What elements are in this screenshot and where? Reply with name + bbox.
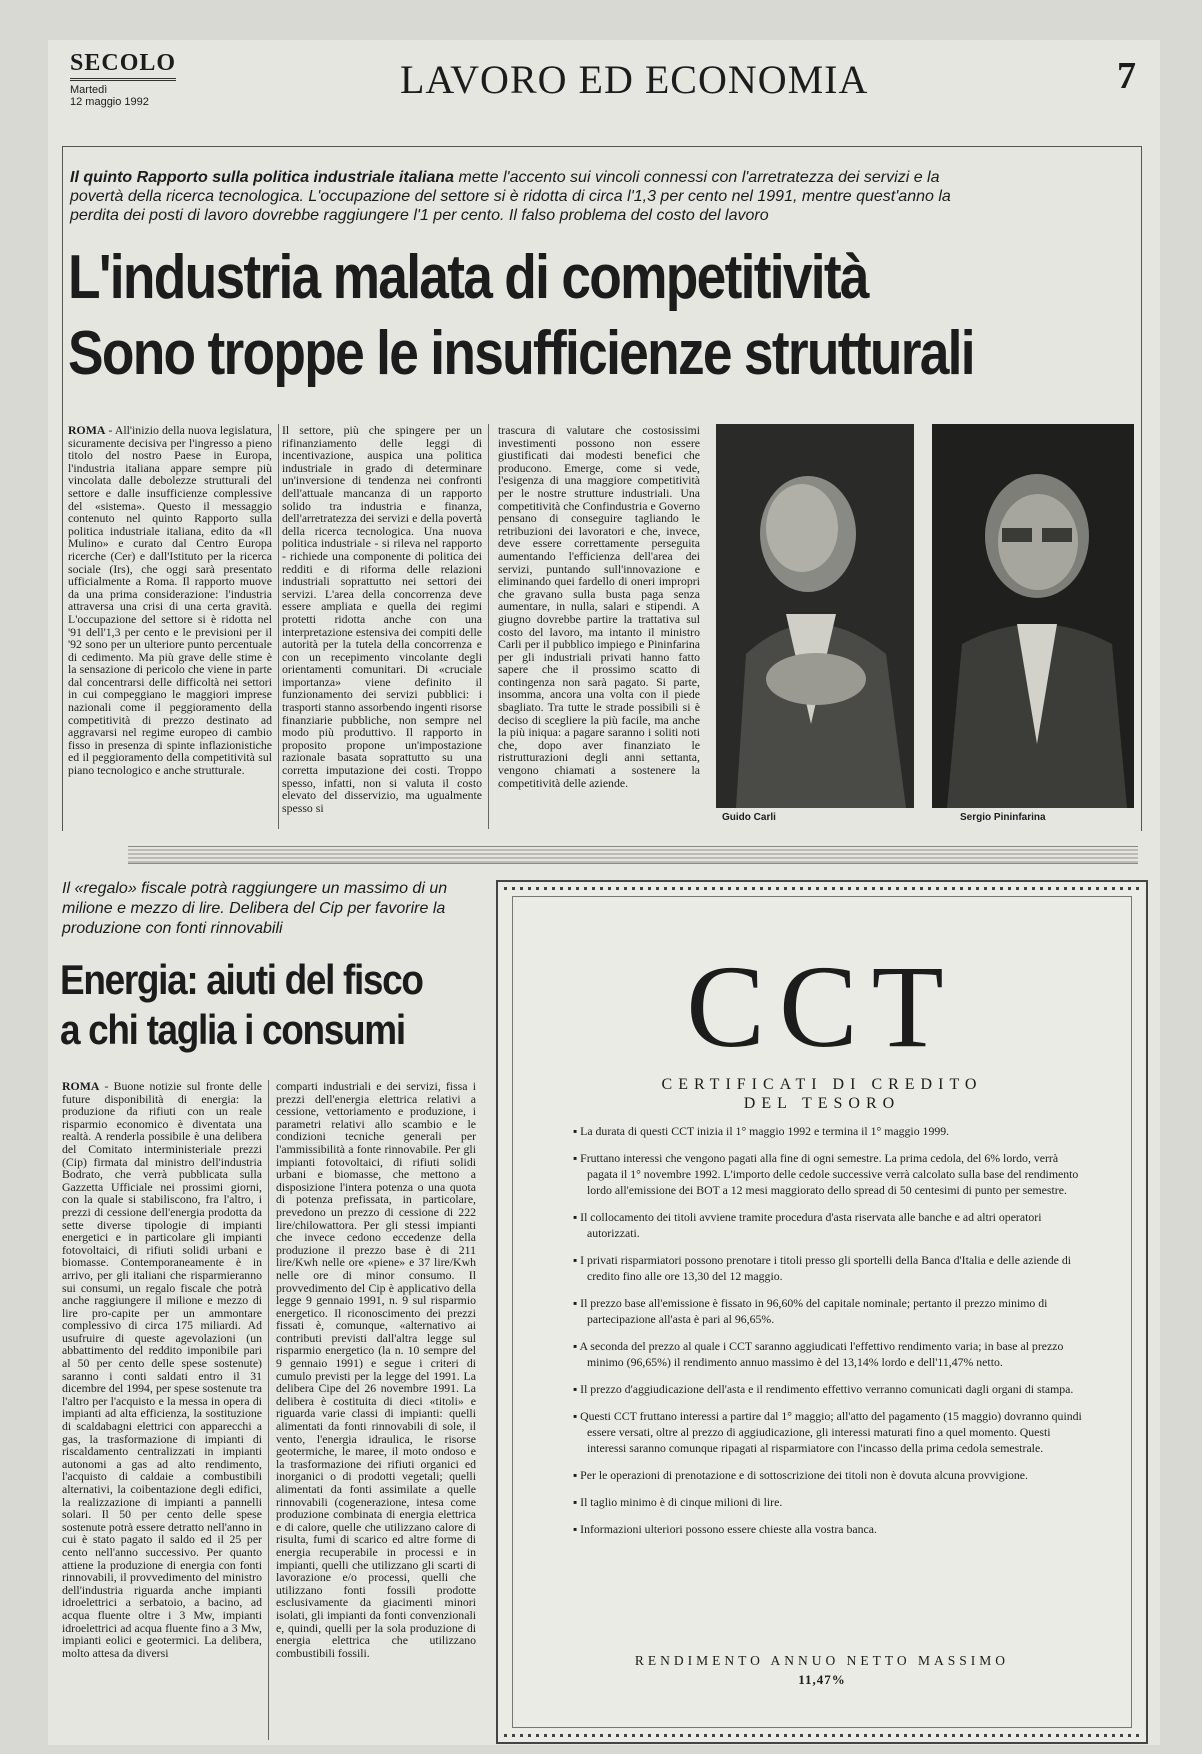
- ad-term: ▪ Questi CCT fruttano interessi a partire dal 1° maggio; all'atto del pagamento (15 maggio) dovranno quindi essere versati, oltre al prezzo di aggiudicazione, gli interessi maturati fino a quel momento. Questi interessi saranno comunque ripagati al risparmiatore con l'incasso della prima cedola semestrale.: [573, 1408, 1091, 1456]
- ad-term: ▪ Il prezzo base all'emissione è fissato in 96,60% del capitale nominale; pertanto il prezzo minimo di partecipazione all'asta è pari al 96,65%.: [573, 1295, 1091, 1327]
- ad-subtitle: [513, 1075, 1131, 1113]
- issue-day: Martedì: [70, 84, 108, 96]
- headline-line-1: L'industria malata di competitività: [68, 243, 868, 312]
- ad-term: ▪ Il collocamento dei titoli avviene tramite procedura d'asta riservata alle banche e ad altri operatori autorizzati.: [573, 1209, 1091, 1241]
- bottom-column-1-text: - Buone notizie sul fronte delle future disponibilità di energia: la produzione da rifiuti con un reale risparmio economico è diventata una realtà. A renderla possibile è una delibera del Comitato interministeriale prezzi (Cip) firmata dal ministro dell'industria Bodrato, che verrà pubblicata sulla Gazzetta Ufficiale nei prossimi giorni, con la quale si stabiliscono, fra l'altro, i prezzi di cessione dell'energia prodotta da sette diverse tipologie di impianti energetici e in particolare gli impianti fotovoltaici, di rifiuti solidi urbani e biomasse. Contemporaneamente è in arrivo, per gli italiani che risparmieranno sui consumi, un regalo fiscale che potrà anche raggiungere il milione e mezzo di lire pro-capite per un ammontare complessivo di circa 175 miliardi. Ad usufruire di queste agevolazioni (un abbattimento del reddito imponibile pari al 50 per cento delle spese sostenute) saranno i conti saldati entro il 31 dicembre del 1994, per spese sostenute tra l'altro per l'acquisto e la messa in opera di impianti ad alta efficienza, la sostituzione di scaldabagni elettrici con apparecchi a gas, la trasformazione di impianti di riscaldamento centralizzati in impianti autonomi a gas ad alto rendimento, l'acquisto di caldaie a combustibili alternativi, la coibentazione degli edifici, la realizzazione di impianti a pannelli solari. Il 50 per cento delle spese sostenute potrà essere detratto nell'anno in cui è stato pagato il saldo ed il 25 per cento nell'anno successivo. Per quanto attiene la produzione di energia con fonti rinnovabili, il provvedimento del ministro dell'industria riguarda anche impianti idroelettrici a serbatoio, a bacino, ad acqua fluente oltre i 3 Mw, impianti idroelettrici ad acqua fluente fino a 3 Mw, impianti eolici e geotermici. La delibera, molto attesa da diversi: [62, 1080, 262, 1660]
- ad-inner-frame: [512, 896, 1132, 1728]
- headline-line-2: Sono troppe le insufficienze strutturali: [68, 319, 974, 388]
- bottom-article-column-2: comparti industriali e dei servizi, fissa i prezzi dell'energia elettrica relativi a cessione, vettoriamento e produzione, i parametri relativi allo scambio e le condizioni tecniche generali per l'ammissibilità a fonte rinnovabile. Per gli impianti fotovoltaici, di rifiuti solidi urbani e biomasse, che mettono a disposizione l'intera potenza o una quota di potenza prefissata, in particolare, prevedono un prezzo di cessione di 222 lire/chilowattora. Per gli stessi impianti che invece cedono eccedenze della produzione il prezzo base è di 211 lire/Kwh nelle ore «piene» e 37 lire/Kwh nelle ore di minor consumo. Il provvedimento del Cip è applicativo della legge 9 gennaio 1991, n. 9 sul risparmio energetico. Il riconoscimento dei prezzi fissati è, comunque, «alternativo ai contributi previsti dall'altra legge sul risparmio energetico (la n. 10 sempre del 9 gennaio 1991) e segue i criteri di cumulo previsti per la legge del 1991. La delibera Cipe del 26 novembre 1991. La delibera è costituita di dieci «titoli» e riguarda varie classi di impianti: quelli alimentati da fonti rinnovabili di sole, il vento, l'energia idraulica, le risorse geotermiche, le maree, il moto ondoso e la trasformazione dei rifiuti organici ed inorganici o di prodotti vegetali; quelli alimentati da fonti assimilate a quelle rinnovabili (cogenerazione, intesa come produzione combinata di energia elettrica e di calore, quelle che utilizzano calore di risulta, fumi di scarico ed altre forme di energia recuperabile in processi e in impianti, quelli che utilizzano gli scarti di lavorazione e/o processi, quelli che utilizzano fonti fossili prodotte esclusivamente da giacimenti minori isolati, gli impianti da fonti convenzionali e, quindi, quelli per la sola produzione di energia elettrica che utilizzano combustibili fossili.: [276, 1080, 476, 1660]
- masthead: [70, 50, 1150, 130]
- ad-subtitle-line-1: CERTIFICATI DI CREDITO: [661, 1076, 983, 1093]
- bottom-article-kicker: Il «regalo» fiscale potrà raggiungere un massimo di un milione e mezzo di lire. Delibera del Cip per favorire la produzione con fonti rinnovabili: [62, 880, 448, 937]
- top-article-column-3: trascura di valutare che costosissimi investimenti possono non essere giustificati dai modesti benefici che producono. Emerge, come si vede, l'esigenza di una maggiore competitività per le nostre strutture industriali. Una competitività che Confindustria e Governo pensano di conseguire tagliando le retribuzioni dei lavoratori e che, invece, deve essere correttamente perseguita aumentando l'efficienza dell'area dei servizi, puntando sull'innovazione e eliminando quei fardello di oneri impropri che gravano sulla busta paga senza aumentare, in nulla, salari e stipendi. A giugno dovrebbe partire la trattativa sul costo del lavoro, ma intanto il ministro Carli per il pubblico impiego e Pininfarina per gli industriali privati hanno fatto sapere che il prossimo scatto di contingenza non sarà pagato. Si parte, insomma, ancora una volta con il piede sbagliato. Tra tutte le strade possibili si è deciso di scegliere la più facile, ma anche la più iniqua: a pagare saranno i soliti noti che, dopo aver finanziato le ristrutturazioni degli anni settanta, vengono chiamati a sostenere la competitività delle aziende.: [498, 424, 700, 790]
- ad-title: CCT: [686, 941, 958, 1072]
- caption-sergio-pininfarina: Sergio Pininfarina: [960, 812, 1046, 823]
- section-separator: [128, 846, 1138, 864]
- bottom-dateline: ROMA: [62, 1080, 100, 1093]
- issue-date: [70, 84, 149, 108]
- ad-term: ▪ Informazioni ulteriori possono essere chieste alla vostra banca.: [573, 1521, 1091, 1537]
- newspaper-brand: SECOLO: [70, 50, 176, 81]
- ad-border-dots-bottom: [504, 1734, 1140, 1737]
- issue-full-date: 12 maggio 1992: [70, 96, 149, 108]
- ad-term: ▪ Il taglio minimo è di cinque milioni di lire.: [573, 1494, 1091, 1510]
- ad-term: ▪ La durata di questi CCT inizia il 1° maggio 1992 e termina il 1° maggio 1999.: [573, 1123, 1091, 1139]
- kicker-rest: mette l'accento sui vincoli connessi con l'arretratezza dei servizi e la povertà della ricerca tecnologica. L'occupazione del settore si è ridotta di circa l'1,3 per cento nel 1991, mentre quest'anno la perdita dei posti di lavoro dovrebbe raggiungere l'1 per cento. Il falso problema del costo del lavoro: [70, 169, 951, 224]
- bottom-article-column-1: [62, 1080, 269, 1740]
- ad-subtitle-line-2: DEL TESORO: [743, 1095, 901, 1112]
- bottom-article-headline: Energia: aiuti del fisco a chi taglia i consumi: [60, 956, 423, 1053]
- section-title: LAVORO ED ECONOMIA: [400, 57, 869, 102]
- ad-term: ▪ I privati risparmiatori possono prenotare i titoli presso gli sportelli della Banca d'Italia e delle aziende di credito fino alle ore 13,30 del 12 maggio.: [573, 1252, 1091, 1284]
- photo-guido-carli: [716, 424, 914, 808]
- top-dateline: ROMA: [68, 424, 106, 437]
- ad-footer-value: 11,47%: [798, 1672, 846, 1687]
- top-article-column-2: Il settore, più che spingere per un rifinanziamento delle leggi di incentivazione, auspica una politica industriale in grado di determinare un'inversione di tendenza nei confronti dell'attuale mancanza di un rapporto solido tra industria e finanza, dell'arretratezza dei servizi e della povertà della ricerca tecnologica. Una nuova politica industriale - si rileva nel rapporto - richiede una componente di politica dei redditi e di riforma delle relazioni industriali soprattutto nei settori dei servizi. L'area della concorrenza deve essere ampliata e quella dei regimi protetti ridotta anche con una interpretazione estensiva dei compiti delle autorità per la tutela della concorrenza e con un recepimento vincolante degli orientamenti comunitari. Di «cruciale importanza» viene definito il funzionamento dei servizi pubblici: i trasporti stanno assorbendo ingenti risorse finanziarie pubbliche, non sempre nel modo più produttivo. Il rapporto in proposito propone un'impostazione razionale basata soprattutto su una corretta imputazione dei costi. Troppo spesso, infatti, non si valuta il costo elevato del disservizio, ma ugualmente spesso si: [282, 424, 489, 829]
- photo-sergio-pininfarina: [932, 424, 1134, 808]
- ad-term: ▪ Per le operazioni di prenotazione e di sottoscrizione dei titoli non è dovuta alcuna provvigione.: [573, 1467, 1091, 1483]
- page-number: 7: [1117, 55, 1136, 97]
- top-column-1-text: - All'inizio della nuova legislatura, sicuramente decisiva per l'ingresso a pieno titolo del nostro Paese in Europa, l'industria italiana appare sempre più vincolata dalle debolezze strutturali del settore e dalle insufficienze complessive del «sistema». Questo il messaggio contenuto nel quinto Rapporto sulla politica industriale italiana, edito da «Il Mulino» e curato dal Centro Europa ricerche (Cer) e dall'Istituto per la ricerca sociale (Irs), che oggi sarà presentato ufficialmente a Roma. Il rapporto muove da una prima considerazione: l'industria attraversa una crisi di una certa gravità. L'occupazione del settore si è ridotta nel '91 dell'1,3 per cento e le previsioni per il '92 sono per un ulteriore punto percentuale di cedimento. Ma più grave delle stime è la sensazione di pericolo che viene in parte dal concentrarsi delle difficoltà nei settori in cui compeggiano le maggiori imprese nazionali come il peggioramento della competitività di prezzo destinato ad aggravarsi nel regime europeo di cambio fisso in presenza di spinte inflazionistiche ed il peggioramento della competitività sul piano tecnologico e anche strutturale.: [68, 424, 272, 778]
- top-article-kicker: [70, 168, 970, 225]
- ad-term: ▪ A seconda del prezzo al quale i CCT saranno aggiudicati l'effettivo rendimento varia; in base al prezzo minimo (96,65%) il rendimento annuo massimo è del 13,14% lordo e dell'11,47% netto.: [573, 1338, 1091, 1370]
- cct-advertisement: [496, 880, 1148, 1744]
- ad-term: ▪ Il prezzo d'aggiudicazione dell'asta e il rendimento effettivo verranno comunicati dagli organi di stampa.: [573, 1381, 1091, 1397]
- top-article-column-1: [68, 424, 279, 829]
- caption-guido-carli: Guido Carli: [722, 812, 776, 823]
- ad-terms-list: [573, 1123, 1091, 1548]
- kicker-bold: Il quinto Rapporto sulla politica industriale italiana: [70, 169, 455, 186]
- top-article-headline: [68, 240, 988, 392]
- ad-footer-label: RENDIMENTO ANNUO NETTO MASSIMO: [634, 1653, 1010, 1668]
- ad-border-dots-top: [504, 887, 1140, 890]
- ad-term: ▪ Fruttano interessi che vengono pagati alla fine di ogni semestre. La prima cedola, del 6% lordo, verrà pagata il 1° novembre 1992. L'importo delle cedole successive verrà calcolato sulla base del rendimento lordo all'emissione dei BOT a 12 mesi maggiorato dello spread di 50 centesimi di punto per semestre.: [573, 1150, 1091, 1198]
